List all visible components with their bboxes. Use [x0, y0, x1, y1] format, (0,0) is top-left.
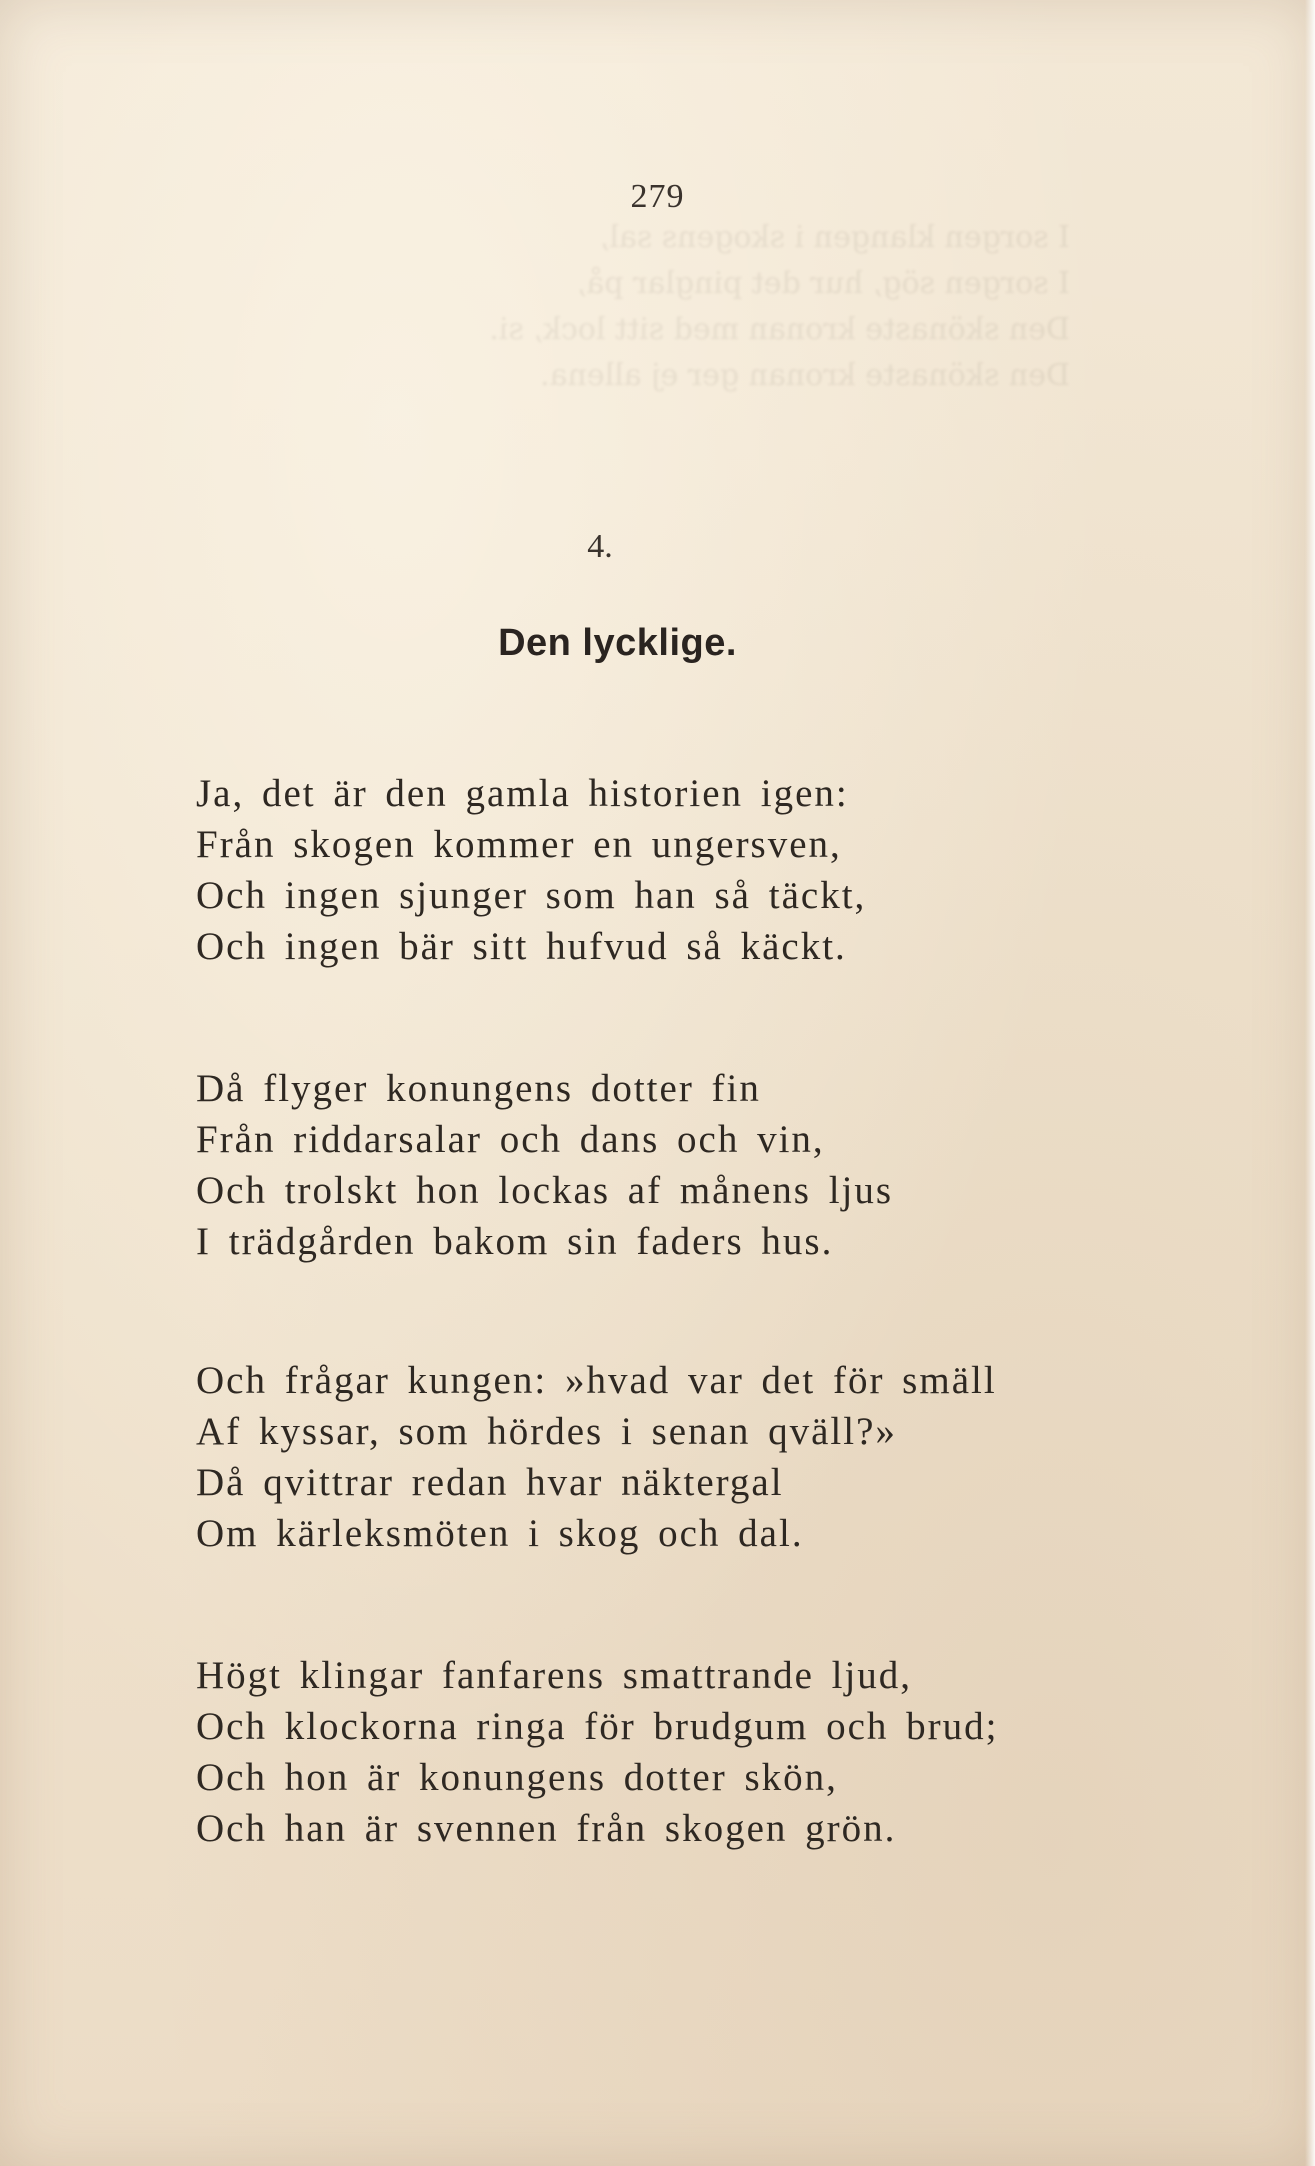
verse-line: Från riddarsalar och dans och vin, — [196, 1118, 825, 1161]
stanza-2 — [196, 1063, 1196, 1267]
verse-line: Från skogen kommer en ungersven, — [196, 823, 842, 866]
verse-line: Och trolskt hon lockas af månens ljus — [196, 1169, 894, 1212]
verse-line: Och klockorna ringa för brudgum och brud; — [196, 1705, 999, 1748]
verse-line: Högt klingar fanfarens smattrande ljud, — [196, 1654, 913, 1697]
verse-line: Och han är svennen från skogen grön. — [196, 1807, 897, 1850]
verse-line: I trädgården bakom sin faders hus. — [196, 1220, 834, 1263]
verse-line: Då qvittrar redan hvar näktergal — [196, 1461, 784, 1504]
verse-line: Då flyger konungens dotter fin — [196, 1067, 761, 1110]
page-edge — [1305, 0, 1315, 2166]
poem-number: 4. — [587, 528, 613, 565]
stanza-3 — [196, 1355, 1196, 1559]
verse-line: Och hon är konungens dotter skön, — [196, 1756, 838, 1799]
verse-line: Och frågar kungen: »hvad var det för smäll — [196, 1359, 997, 1402]
stanza-1 — [196, 768, 1196, 972]
verse-line: Ja, det är den gamla historien igen: — [196, 772, 849, 815]
show-through-text: I sorgen klangen i skogens sal, I sorgen sög, hur det pinglar på, Den skönaste kronan med sitt lock, si. Den skönaste kronan ger ej allena. — [489, 220, 1070, 393]
verse-line: Af kyssar, som hördes i senan qväll?» — [196, 1410, 897, 1453]
verse-line: Och ingen sjunger som han så täckt, — [196, 874, 867, 917]
stanza-4 — [196, 1650, 1196, 1854]
poem-title: Den lycklige. — [498, 622, 737, 664]
verse-line: Och ingen bär sitt hufvud så käckt. — [196, 925, 847, 968]
page-number: 279 — [630, 178, 685, 215]
verse-line: Om kärleksmöten i skog och dal. — [196, 1512, 804, 1555]
